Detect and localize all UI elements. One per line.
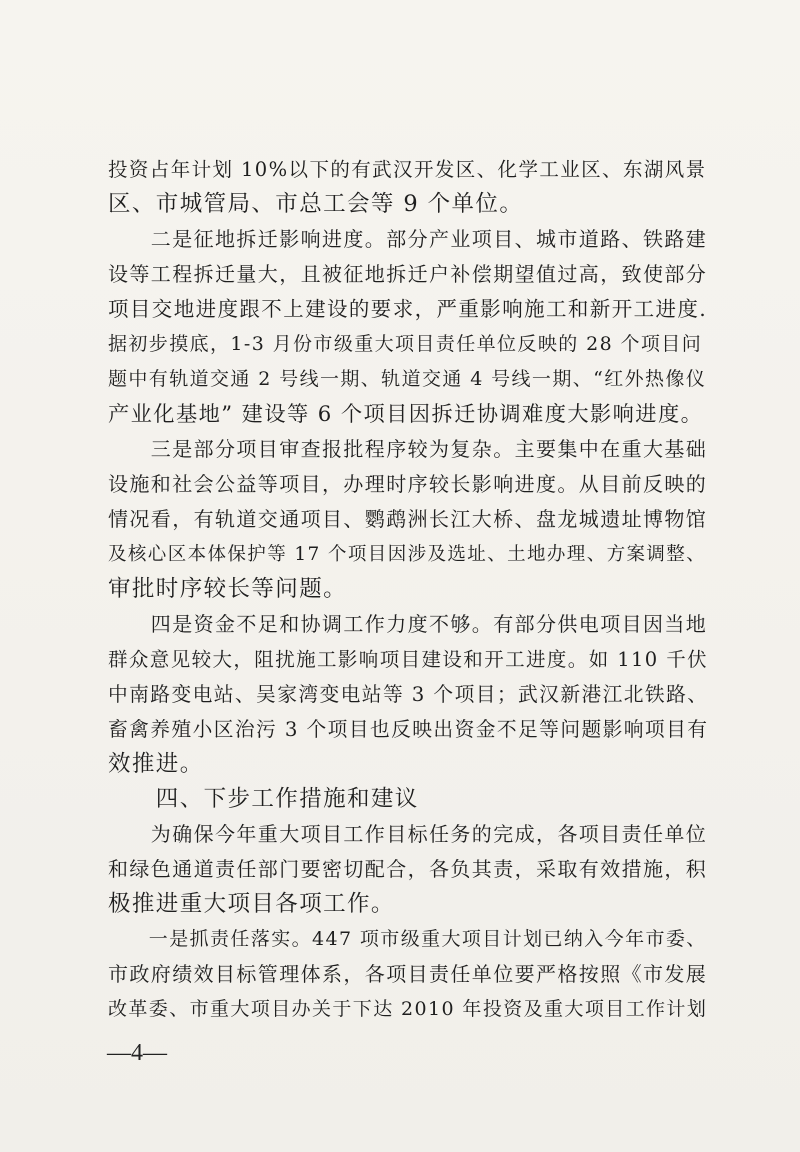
text-line: 情况看，有轨道交通项目、鹦鹉洲长江大桥、盘龙城遗址博物馆 <box>108 507 708 531</box>
text-line: 据初步摸底，1-3 月份市级重大项目责任单位反映的 28 个项目问 <box>108 333 703 355</box>
text-line: 投资占年计划 10%以下的有武汉开发区、化学工业区、东湖风景 <box>108 158 707 181</box>
text-line: 极推进重大项目各项工作。 <box>108 891 395 917</box>
text-line: 区、市城管局、市总工会等 9 个单位。 <box>108 191 524 217</box>
text-line: 群众意见较大，阻扰施工影响项目建设和开工进度。如 110 千伏 <box>108 648 709 671</box>
text-line: 为确保今年重大项目工作目标任务的完成，各项目责任单位 <box>108 822 708 846</box>
text-line: 市政府绩效目标管理体系，各项目责任单位要严格按照《市发展 <box>108 962 708 986</box>
text-line: 题中有轨道交通 2 号线一期、轨道交通 4 号线一期、“红外热像仪 <box>108 368 707 390</box>
text-line: 审批时序较长等问题。 <box>108 576 348 602</box>
text-line: 设施和社会公益等项目，办理时序较长影响进度。从目前反映的 <box>108 472 708 496</box>
document-body <box>108 152 708 1027</box>
text-line: 四是资金不足和协调工作力度不够。有部分供电项目因当地 <box>108 612 708 636</box>
text-line: 项目交地进度跟不上建设的要求，严重影响施工和新开工进度. <box>108 297 708 321</box>
text-line: 设等工程拆迁量大，且被征地拆迁户补偿期望值过高，致使部分 <box>108 262 708 286</box>
text-line: 二是征地拆迁影响进度。部分产业项目、城市道路、铁路建 <box>108 227 708 251</box>
page-number: —4— <box>107 1040 167 1066</box>
text-line: 产业化基地” 建设等 6 个项目因拆迁协调难度大影响进度。 <box>108 402 704 427</box>
text-line: 一是抓责任落实。447 项市级重大项目计划已纳入今年市委、 <box>108 928 707 950</box>
text-line: 效推进。 <box>108 751 204 777</box>
text-line: 及核心区本体保护等 17 个项目因涉及选址、土地办理、方案调整、 <box>108 544 707 565</box>
text-line: 三是部分项目审查报批程序较为复杂。主要集中在重大基础 <box>108 437 708 461</box>
text-line: 和绿色通道责任部门要密切配合，各负其责，采取有效措施，积 <box>108 857 708 881</box>
section-heading: 四、下步工作措施和建议 <box>108 786 419 812</box>
text-line: 畜禽养殖小区治污 3 个项目也反映出资金不足等问题影响项目有 <box>108 718 709 741</box>
text-line: 改革委、市重大项目办关于下达 2010 年投资及重大项目工作计划 <box>108 998 708 1020</box>
text-line: 中南路变电站、吴家湾变电站等 3 个项目；武汉新港江北铁路、 <box>108 683 709 706</box>
